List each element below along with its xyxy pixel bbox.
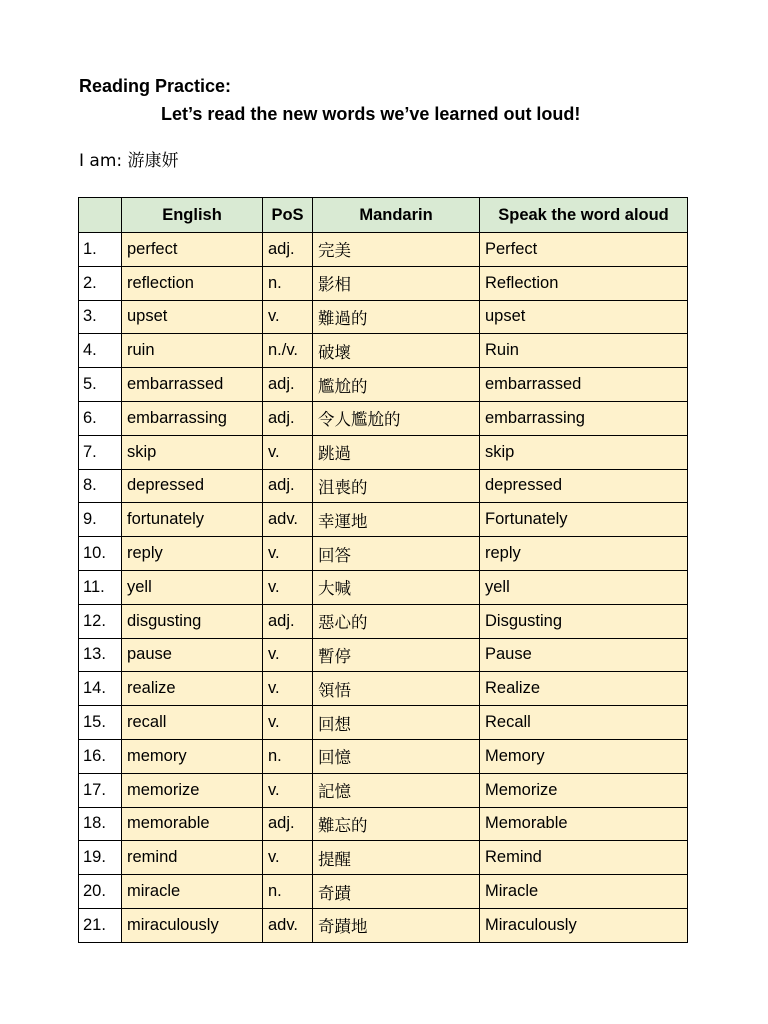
spoken-answer: Miraculously: [480, 908, 688, 942]
table-row: [79, 300, 688, 334]
row-number: 19.: [79, 841, 122, 875]
row-number: 11.: [79, 570, 122, 604]
header-english: English: [122, 198, 263, 233]
spoken-answer: Remind: [480, 841, 688, 875]
header-mandarin: Mandarin: [313, 198, 480, 233]
page-subtitle: Let’s read the new words we’ve learned out loud!: [161, 104, 581, 124]
english-word: disgusting: [122, 604, 263, 638]
table-row: [79, 368, 688, 402]
mandarin-translation: 大喊: [313, 570, 480, 604]
student-line: [79, 146, 179, 171]
spoken-answer: Pause: [480, 638, 688, 672]
table-row: [79, 604, 688, 638]
mandarin-translation: 令人尷尬的: [313, 401, 480, 435]
spoken-answer: reply: [480, 537, 688, 571]
english-word: memory: [122, 739, 263, 773]
table-row: [79, 773, 688, 807]
mandarin-translation: 記憶: [313, 773, 480, 807]
table-row: [79, 706, 688, 740]
table-row: [79, 334, 688, 368]
vocabulary-table: [78, 197, 688, 943]
row-number: 6.: [79, 401, 122, 435]
table-row: [79, 841, 688, 875]
english-word: yell: [122, 570, 263, 604]
mandarin-translation: 回憶: [313, 739, 480, 773]
part-of-speech: v.: [263, 773, 313, 807]
row-number: 13.: [79, 638, 122, 672]
mandarin-translation: 影相: [313, 266, 480, 300]
spoken-answer: yell: [480, 570, 688, 604]
part-of-speech: adj.: [263, 368, 313, 402]
student-name: 游康妍: [127, 151, 179, 171]
mandarin-translation: 跳過: [313, 435, 480, 469]
english-word: remind: [122, 841, 263, 875]
part-of-speech: v.: [263, 570, 313, 604]
spoken-answer: depressed: [480, 469, 688, 503]
table-header-row: [79, 198, 688, 233]
mandarin-translation: 奇蹟: [313, 875, 480, 909]
mandarin-translation: 領悟: [313, 672, 480, 706]
english-word: pause: [122, 638, 263, 672]
table-body: [79, 233, 688, 943]
spoken-answer: Miracle: [480, 875, 688, 909]
row-number: 5.: [79, 368, 122, 402]
table-row: [79, 503, 688, 537]
spoken-answer: embarrassed: [480, 368, 688, 402]
table-row: [79, 537, 688, 571]
spoken-answer: Memory: [480, 739, 688, 773]
mandarin-translation: 幸運地: [313, 503, 480, 537]
table-row: [79, 739, 688, 773]
english-word: embarrassing: [122, 401, 263, 435]
row-number: 4.: [79, 334, 122, 368]
part-of-speech: adj.: [263, 604, 313, 638]
mandarin-translation: 沮喪的: [313, 469, 480, 503]
header-number: [79, 198, 122, 233]
english-word: reply: [122, 537, 263, 571]
row-number: 1.: [79, 233, 122, 267]
part-of-speech: v.: [263, 706, 313, 740]
part-of-speech: v.: [263, 841, 313, 875]
spoken-answer: Fortunately: [480, 503, 688, 537]
mandarin-translation: 暫停: [313, 638, 480, 672]
english-word: depressed: [122, 469, 263, 503]
mandarin-translation: 尷尬的: [313, 368, 480, 402]
part-of-speech: n.: [263, 739, 313, 773]
part-of-speech: v.: [263, 672, 313, 706]
row-number: 15.: [79, 706, 122, 740]
table-row: [79, 469, 688, 503]
part-of-speech: adj.: [263, 401, 313, 435]
english-word: recall: [122, 706, 263, 740]
row-number: 14.: [79, 672, 122, 706]
part-of-speech: adv.: [263, 503, 313, 537]
row-number: 12.: [79, 604, 122, 638]
part-of-speech: adv.: [263, 908, 313, 942]
part-of-speech: v.: [263, 300, 313, 334]
english-word: miraculously: [122, 908, 263, 942]
mandarin-translation: 回想: [313, 706, 480, 740]
row-number: 7.: [79, 435, 122, 469]
header-speak: Speak the word aloud: [480, 198, 688, 233]
mandarin-translation: 破壞: [313, 334, 480, 368]
spoken-answer: skip: [480, 435, 688, 469]
english-word: memorable: [122, 807, 263, 841]
table-row: [79, 401, 688, 435]
row-number: 16.: [79, 739, 122, 773]
spoken-answer: Ruin: [480, 334, 688, 368]
part-of-speech: n.: [263, 266, 313, 300]
table-row: [79, 807, 688, 841]
mandarin-translation: 惡心的: [313, 604, 480, 638]
student-label: I am:: [79, 151, 128, 171]
english-word: upset: [122, 300, 263, 334]
part-of-speech: adj.: [263, 469, 313, 503]
row-number: 8.: [79, 469, 122, 503]
row-number: 21.: [79, 908, 122, 942]
spoken-answer: Reflection: [480, 266, 688, 300]
part-of-speech: v.: [263, 638, 313, 672]
mandarin-translation: 回答: [313, 537, 480, 571]
spoken-answer: embarrassing: [480, 401, 688, 435]
row-number: 3.: [79, 300, 122, 334]
mandarin-translation: 難忘的: [313, 807, 480, 841]
mandarin-translation: 奇蹟地: [313, 908, 480, 942]
english-word: miracle: [122, 875, 263, 909]
part-of-speech: adj.: [263, 807, 313, 841]
english-word: realize: [122, 672, 263, 706]
spoken-answer: Realize: [480, 672, 688, 706]
english-word: memorize: [122, 773, 263, 807]
table-row: [79, 672, 688, 706]
row-number: 10.: [79, 537, 122, 571]
table-row: [79, 875, 688, 909]
spoken-answer: Memorize: [480, 773, 688, 807]
row-number: 2.: [79, 266, 122, 300]
table-row: [79, 233, 688, 267]
english-word: reflection: [122, 266, 263, 300]
part-of-speech: adj.: [263, 233, 313, 267]
english-word: perfect: [122, 233, 263, 267]
spoken-answer: Memorable: [480, 807, 688, 841]
part-of-speech: v.: [263, 435, 313, 469]
row-number: 20.: [79, 875, 122, 909]
row-number: 18.: [79, 807, 122, 841]
english-word: embarrassed: [122, 368, 263, 402]
part-of-speech: v.: [263, 537, 313, 571]
page-title: Reading Practice:: [79, 76, 232, 96]
table-row: [79, 570, 688, 604]
english-word: skip: [122, 435, 263, 469]
spoken-answer: upset: [480, 300, 688, 334]
spoken-answer: Perfect: [480, 233, 688, 267]
spoken-answer: Disgusting: [480, 604, 688, 638]
mandarin-translation: 提醒: [313, 841, 480, 875]
row-number: 17.: [79, 773, 122, 807]
english-word: fortunately: [122, 503, 263, 537]
table-row: [79, 908, 688, 942]
part-of-speech: n.: [263, 875, 313, 909]
part-of-speech: n./v.: [263, 334, 313, 368]
table-row: [79, 435, 688, 469]
mandarin-translation: 完美: [313, 233, 480, 267]
table-row: [79, 638, 688, 672]
mandarin-translation: 難過的: [313, 300, 480, 334]
table-row: [79, 266, 688, 300]
row-number: 9.: [79, 503, 122, 537]
spoken-answer: Recall: [480, 706, 688, 740]
header-pos: PoS: [263, 198, 313, 233]
english-word: ruin: [122, 334, 263, 368]
